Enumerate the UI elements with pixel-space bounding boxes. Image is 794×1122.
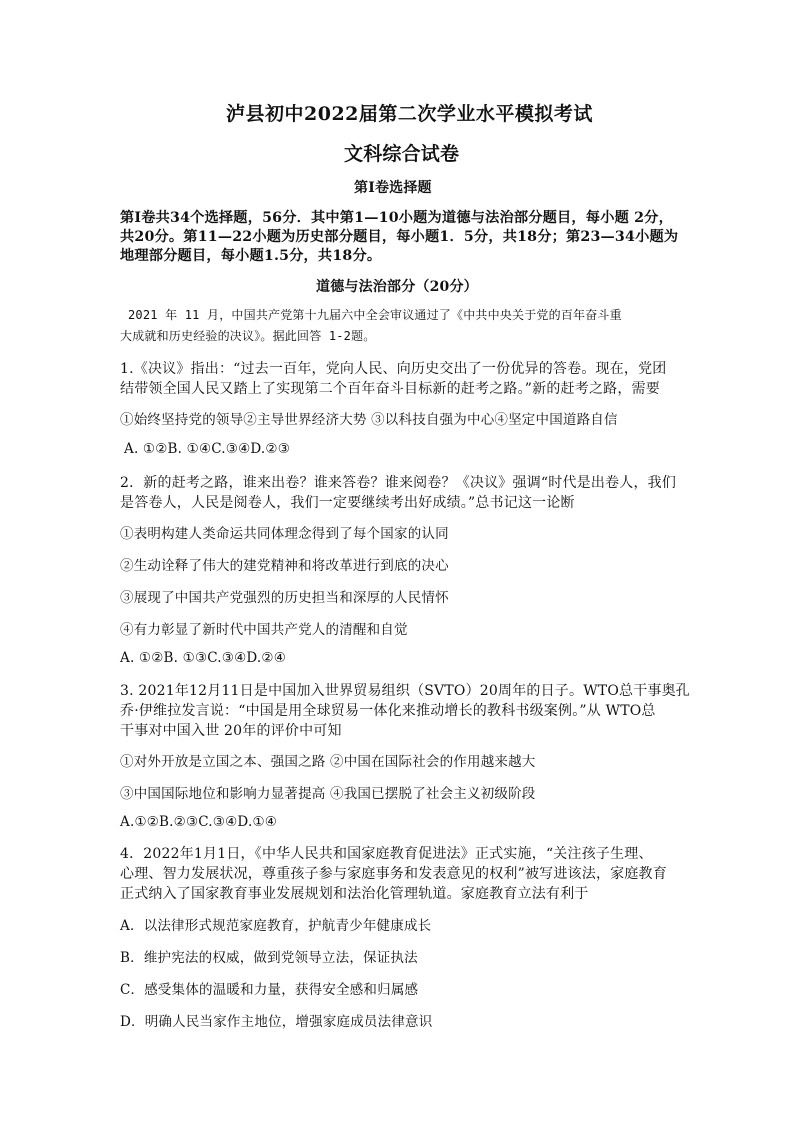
question-4-option-c: C．感受集体的温暖和力量，获得安全感和归属感: [120, 982, 419, 998]
question-4-stem: 心理、智力发展状况，尊重孩子参与家庭事务和发表意见的权利”被写进该法，家庭教育: [120, 866, 667, 882]
question-3-item: ①对外开放是立国之本、强国之路 ②中国在国际社会的作用越来越大: [120, 754, 536, 770]
exam-subtitle: 文科综合试卷: [344, 143, 460, 165]
part-title: 道德与法治部分（20分）: [316, 279, 478, 295]
question-4-option-d: D．明确人民当家作主地位，增强家庭成员法律意识: [120, 1014, 433, 1030]
question-4-option-a: A．以法律形式规范家庭教育，护航青少年健康成长: [120, 918, 432, 934]
question-1-choices: A. ①②B. ①④C.③④D.②③: [124, 441, 291, 457]
intro-line: 大成就和历史经验的决议》。据此回答 1-2题。: [120, 329, 376, 343]
question-2-item: ④有力彰显了新时代中国共产党人的清醒和自觉: [120, 622, 408, 638]
question-4-stem: 正式纳入了国家教育事业发展规划和法治化管理轨道。家庭教育立法有利于: [120, 886, 589, 902]
instruction-line: 地理部分题目，每小题1.5分，共18分。: [120, 248, 382, 264]
question-1-stem: 1.《决议》指出：“过去一百年，党向人民、向历史交出了一份优异的答卷。现在，党团: [120, 361, 667, 377]
question-3-stem: 干事对中国入世 20年的评价中可知: [120, 723, 342, 739]
question-2-stem: 是答卷人，人民是阅卷人，我们一定要继续考出好成绩。”总书记这一论断: [120, 495, 575, 511]
question-3-stem: 乔·伊维拉发言说：“中国是用全球贸易一体化来推动增长的教科书级案例。”从 WTO总: [120, 703, 656, 719]
question-1-stem: 结带领全国人民又踏上了实现第二个百年奋斗目标新的赶考之路。”新的赶考之路，需要: [120, 381, 660, 397]
question-1-items: ①始终坚持党的领导②主导世界经济大势 ③以科技自强为中心④坚定中国道路自信: [120, 412, 618, 428]
intro-line: 2021 年 11 月，中国共产党第十九届六中全会审议通过了《中共中央关于党的百年奋斗重: [128, 308, 622, 322]
question-3-choices: A.①②B.②③C.③④D.①④: [120, 814, 278, 830]
question-4-option-b: B．维护宪法的权威，做到党领导立法，保证执法: [120, 950, 418, 966]
question-2-item: ②生动诠释了伟大的建党精神和将改革进行到底的决心: [120, 558, 449, 574]
instruction-line: 第I卷共34个选择题，56分．其中第1—10小题为道德与法治部分题目，每小题 2分，: [120, 210, 673, 226]
instruction-line: 共20分。第11—22小题为历史部分题目，每小题1．5分，共18分；第23—34小题为: [120, 229, 679, 245]
question-4-stem: 4．2022年1月1日，《中华人民共和国家庭教育促进法》正式实施，“关注孩子生理、: [120, 846, 653, 862]
section-title: 第I卷选择题: [354, 180, 432, 196]
question-3-item: ③中国国际地位和影响力显著提高 ④我国已摆脱了社会主义初级阶段: [120, 786, 536, 802]
question-3-stem: 3. 2021年12月11日是中国加入世界贸易组织（SVTO）20周年的日子。WTO总干事奥孔: [120, 683, 690, 699]
question-2-stem: 2．新的赶考之路，谁来出卷？谁来答卷？谁来阅卷？《决议》强调“时代是出卷人，我们: [120, 475, 677, 491]
question-2-item: ③展现了中国共产党强烈的历史担当和深厚的人民情怀: [120, 590, 449, 606]
exam-title: 泸县初中2022届第二次学业水平模拟考试: [226, 103, 593, 125]
question-2-item: ①表明构建人类命运共同体理念得到了每个国家的认同: [120, 526, 449, 542]
question-2-choices: A. ①②B. ①③C.③④D.②④: [120, 650, 287, 666]
